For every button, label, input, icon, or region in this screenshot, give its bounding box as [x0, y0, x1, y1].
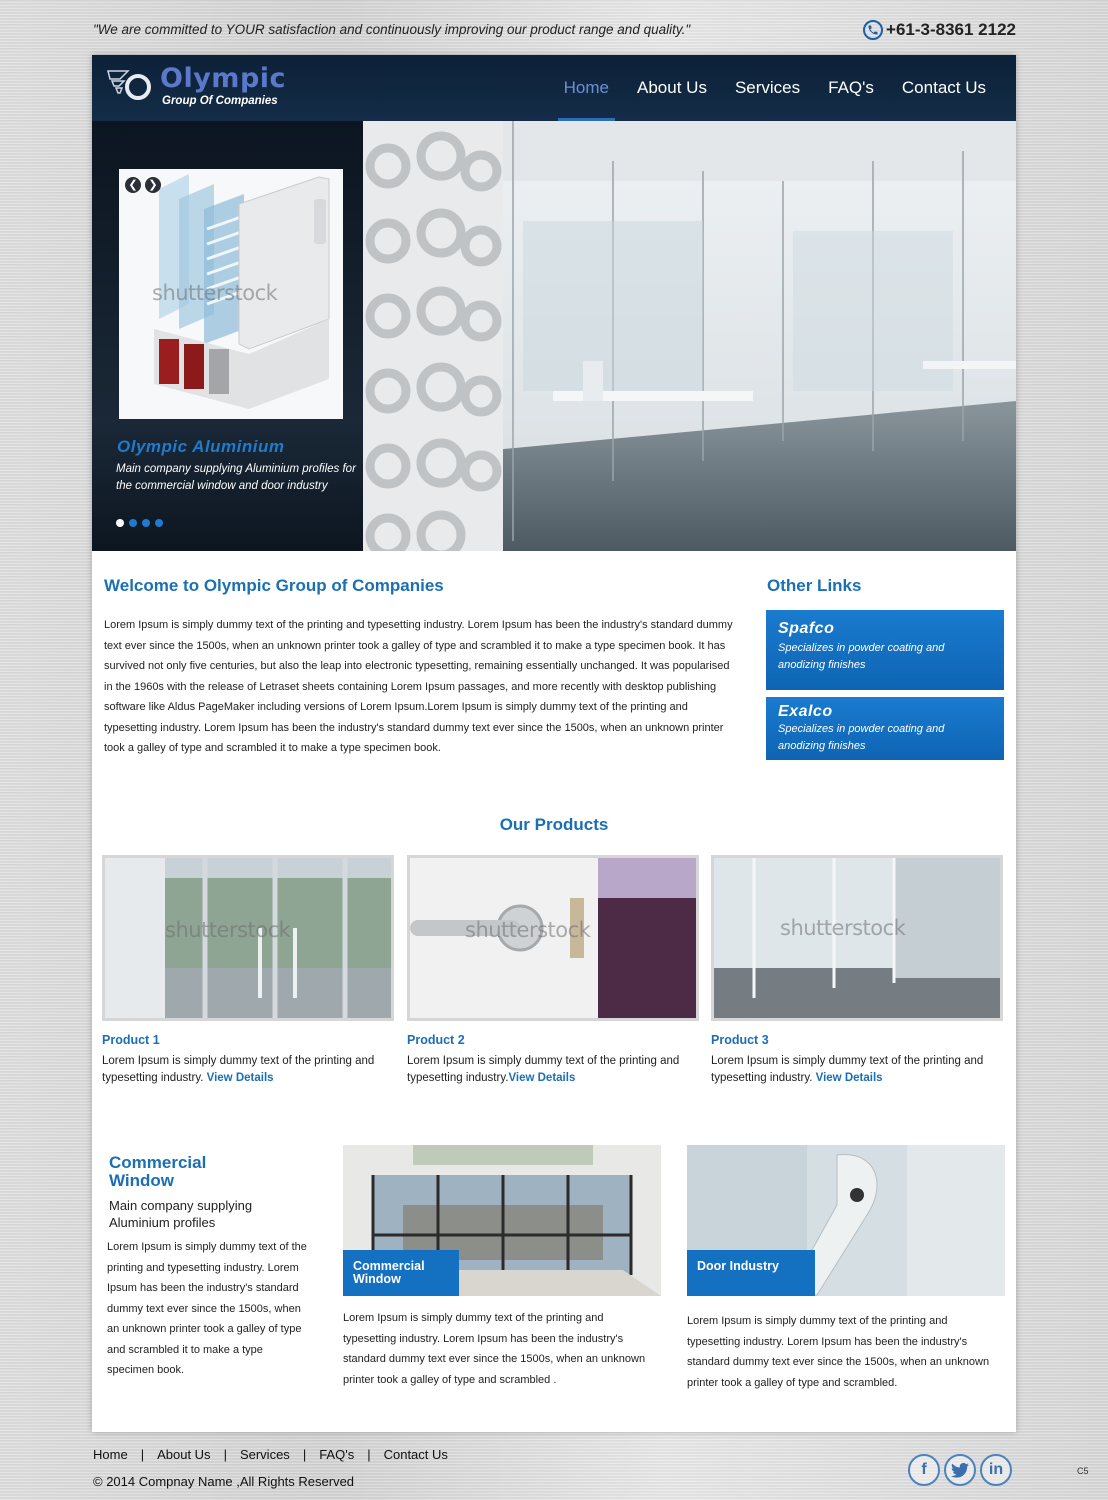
next-arrow-icon[interactable]: ❯: [145, 177, 161, 193]
link-box-spafco[interactable]: [766, 610, 1004, 690]
footer-nav: [93, 1447, 448, 1462]
hero-slider: [92, 121, 1016, 551]
copyright: © 2014 Compnay Name ,All Rights Reserved: [93, 1474, 355, 1489]
product-card: [102, 855, 394, 1087]
slider-dot[interactable]: [116, 519, 124, 527]
slider-dot[interactable]: [142, 519, 150, 527]
link-box-text: Specializes in powder coating and anodizing finishes: [778, 642, 945, 671]
phone-icon: [863, 20, 883, 40]
footer-link-contact-us[interactable]: Contact Us: [383, 1447, 448, 1462]
link-box-title: Exalco: [778, 703, 833, 720]
commercial-text: Lorem Ipsum is simply dummy text of the printing and typesetting industry. Lorem Ipsum has been the industry's standard dummy text ever since the 1500s, when an unknown printer took a galley of type and scrambled it to make a type specimen book.: [107, 1241, 307, 1376]
product-image[interactable]: [102, 855, 394, 1021]
slider-dot[interactable]: [155, 519, 163, 527]
feature-label: Commercial Window: [343, 1250, 459, 1296]
hero-office-image: [363, 121, 1016, 551]
link-box-text: Specializes in powder coating and anodizing finishes: [778, 723, 945, 752]
tagline: "We are committed to YOUR satisfaction and continuously improving our product range and quality.": [93, 22, 691, 37]
product-card: [711, 855, 1003, 1087]
feature-card: [687, 1145, 1005, 1393]
welcome-title: Welcome to Olympic Group of Companies: [104, 576, 444, 595]
nav-contact-us[interactable]: Contact Us: [901, 78, 986, 97]
product-name[interactable]: Product 2: [407, 1033, 465, 1047]
phone-text: +61-3-8361 2122: [886, 20, 1016, 39]
product-text: [102, 1053, 382, 1087]
footer-separator: |: [223, 1447, 227, 1462]
link-box-exalco[interactable]: [766, 697, 1004, 760]
logo-mark-icon: [106, 67, 154, 107]
product-card: [407, 855, 699, 1087]
nav-faqs[interactable]: FAQ's: [828, 78, 874, 97]
watermark: shutterstock: [780, 916, 906, 940]
feature-card: [343, 1145, 661, 1390]
hero-caption-text: Main company supplying Aluminium profiles for the commercial window and door industry: [116, 463, 356, 492]
slider-arrows: [125, 177, 161, 193]
welcome-text: Lorem Ipsum is simply dummy text of the printing and typesetting industry. Lorem Ipsum has been the industry's standard dummy text ever since the 1500s, when an unknown printer took a galley of type and scrambled it to make a type specimen book. It has survived not only five centuries, but also the leap into electronic typesetting, remaining essentially unchanged. It was popularised in the 1960s with the release of Letraset sheets containing Lorem Ipsum passages, and more recently with desktop publishing software like Aldus PageMaker including versions of Lorem Ipsum.Lorem Ipsum is simply dummy text of the printing and typesetting industry. Lorem Ipsum has been the industry's standard dummy text ever since the 1500s, when an unknown printer took a galley of type and scrambled it to make a type specimen book.: [104, 619, 733, 754]
commercial-subtitle: Main company supplying Aluminium profiles: [109, 1198, 253, 1230]
footer-link-services[interactable]: Services: [239, 1447, 290, 1462]
product-desc: Lorem Ipsum is simply dummy text of the printing and typesetting industry.: [711, 1055, 984, 1084]
view-details-link[interactable]: View Details: [508, 1072, 576, 1084]
feature-text: Lorem Ipsum is simply dummy text of the printing and typesetting industry. Lorem Ipsum has been the industry's standard dummy text ever since the 1500s, when an unknown printer took a galley of type and scrambled.: [687, 1315, 990, 1389]
view-details-link[interactable]: View Details: [815, 1072, 883, 1084]
twitter-icon[interactable]: [944, 1454, 976, 1486]
watermark: shutterstock: [465, 918, 591, 942]
top-bar: [93, 20, 1016, 44]
hero-caption-title: Olympic Aluminium: [117, 437, 285, 456]
hero-caption-panel: [92, 121, 363, 551]
footer-separator: |: [302, 1447, 307, 1462]
commercial-title: Commercial Window: [109, 1153, 207, 1190]
product-image[interactable]: [407, 855, 699, 1021]
main-nav: [550, 55, 1000, 121]
footer-link-home[interactable]: Home: [93, 1447, 128, 1462]
footer-separator: |: [367, 1447, 371, 1462]
slider-dot[interactable]: [129, 519, 137, 527]
product-desc: Lorem Ipsum is simply dummy text of the printing and typesetting industry.: [102, 1055, 375, 1084]
phone-number[interactable]: [863, 20, 1016, 40]
page-container: [92, 55, 1016, 1432]
footer-link-about-us[interactable]: About Us: [157, 1447, 211, 1462]
social-links: [908, 1454, 1012, 1486]
feature-image[interactable]: [343, 1145, 661, 1296]
prev-arrow-icon[interactable]: ❮: [125, 177, 141, 193]
product-desc: Lorem Ipsum is simply dummy text of the printing and typesetting industry.: [407, 1055, 680, 1084]
nav-about-us[interactable]: About Us: [637, 78, 707, 97]
nav-services[interactable]: Services: [734, 78, 801, 97]
slider-dots: [116, 519, 163, 527]
product-name[interactable]: Product 1: [102, 1033, 160, 1047]
site-header: [92, 55, 1016, 121]
product-image[interactable]: [711, 855, 1003, 1021]
products-title: Our Products: [499, 815, 609, 834]
footer-separator: |: [140, 1447, 145, 1462]
facebook-icon[interactable]: f: [908, 1454, 940, 1486]
footer-link-faqs[interactable]: FAQ's: [319, 1447, 355, 1462]
logo-title: Olympic: [160, 63, 287, 94]
product-name[interactable]: Product 3: [711, 1033, 769, 1047]
product-text: [407, 1053, 687, 1087]
product-text: [711, 1053, 991, 1087]
hero-product-image: [119, 169, 343, 419]
logo-subtitle: Group Of Companies: [162, 95, 278, 107]
nav-home[interactable]: Home: [550, 55, 623, 121]
watermark: shutterstock: [165, 918, 291, 942]
feature-text: Lorem Ipsum is simply dummy text of the printing and typesetting industry. Lorem Ipsum has been the industry's standard dummy text ever since the 1500s, when an unknown printer took a galley of type and scrambled .: [343, 1312, 646, 1386]
feature-label: Door Industry: [687, 1250, 815, 1296]
linkedin-icon[interactable]: in: [980, 1454, 1012, 1486]
watermark: shutterstock: [152, 281, 278, 305]
logo[interactable]: [106, 65, 296, 111]
corner-mark: C5: [1077, 1466, 1089, 1476]
feature-image[interactable]: [687, 1145, 1005, 1296]
other-links-title: Other Links: [767, 576, 862, 595]
link-box-title: Spafco: [778, 620, 835, 637]
view-details-link[interactable]: View Details: [206, 1072, 274, 1084]
